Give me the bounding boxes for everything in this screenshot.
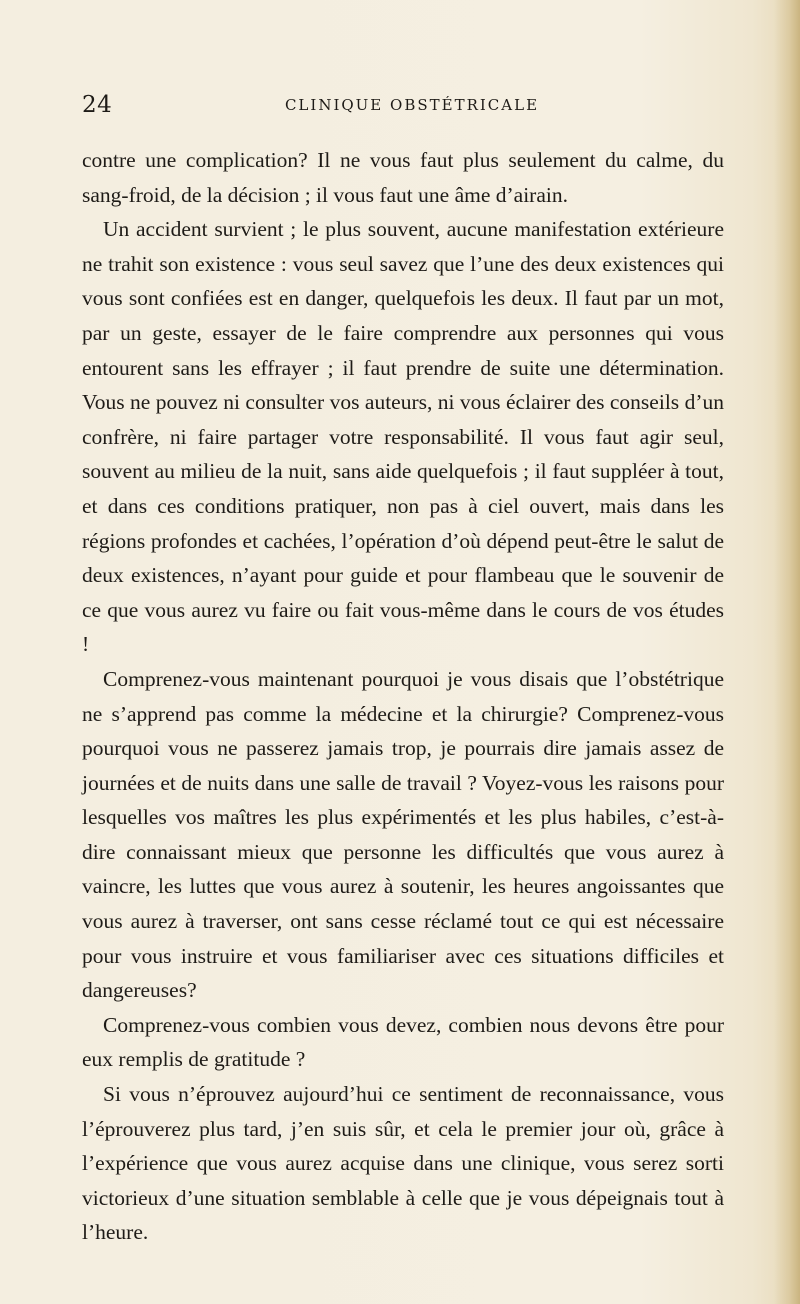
running-head <box>82 92 722 124</box>
page-number: 24 <box>82 92 113 118</box>
paragraph-continuation: contre une complication? Il ne vous faut plus seulement du calme, du sang-froid, de la décision ; il vous faut une âme d’airain. <box>82 148 724 207</box>
page-edge-shadow <box>774 0 800 1304</box>
paragraph: Si vous n’éprouvez aujourd’hui ce sentiment de reconnaissance, vous l’éprouverez plus tard, j’en suis sûr, et cela le premier jour où, grâce à l’expérience que vous aurez acquise dans une clinique, vous serez sorti victorieux d’une situation semblable à celle que je vous dépeignais tout à l’heure. <box>82 1082 724 1245</box>
paragraph: Comprenez-vous maintenant pourquoi je vous disais que l’obstétrique ne s’apprend pas comme la médecine et la chirurgie? Comprenez-vous pourquoi vous ne passerez jamais trop, je pourrais dire jamais assez de journées et de nuits dans une salle de travail ? Voyez-vous les raisons pour lesquelles vos maîtres les plus expérimentés et les plus habiles, c’est-à-dire connaissant mieux que personne les difficultés que vous aurez à vaincre, les luttes que vous aurez à soutenir, les heures angoissantes que vous aurez à traverser, ont sans cesse réclamé tout ce qui est nécessaire pour vous instruire et vous familiariser avec ces situations difficiles et dangereuses? <box>82 666 724 1003</box>
paragraph: Comprenez-vous combien vous devez, combien nous devons être pour eux remplis de gratitude ? <box>82 1012 724 1072</box>
paragraph: Un accident survient ; le plus souvent, aucune manifestation extérieure ne trahit son existence : vous seul savez que l’une des deux existences qui vous sont confiées est en danger, quelquefois les deux. Il faut par un mot, par un geste, essayer de le faire comprendre aux personnes qui vous entourent sans les effrayer ; il faut prendre de suite une détermination. Vous ne pouvez ni consulter vos auteurs, ni vous éclairer des conseils d’un confrère, ni faire partager votre responsabilité. Il vous faut agir seul, souvent au milieu de la nuit, sans aide quelquefois ; il faut suppléer à tout, et dans ces conditions pratiquer, non pas à ciel ouvert, mais dans les régions profondes et cachées, l’opération d’où dépend peut-être le salut de deux existences, n’ayant pour guide et pour flambeau que le souvenir de ce que vous aurez vu faire ou fait vous-même dans le cours de vos études ! <box>82 217 724 657</box>
body-text <box>82 143 724 1250</box>
running-title: CLINIQUE OBSTÉTRICALE <box>284 96 540 114</box>
